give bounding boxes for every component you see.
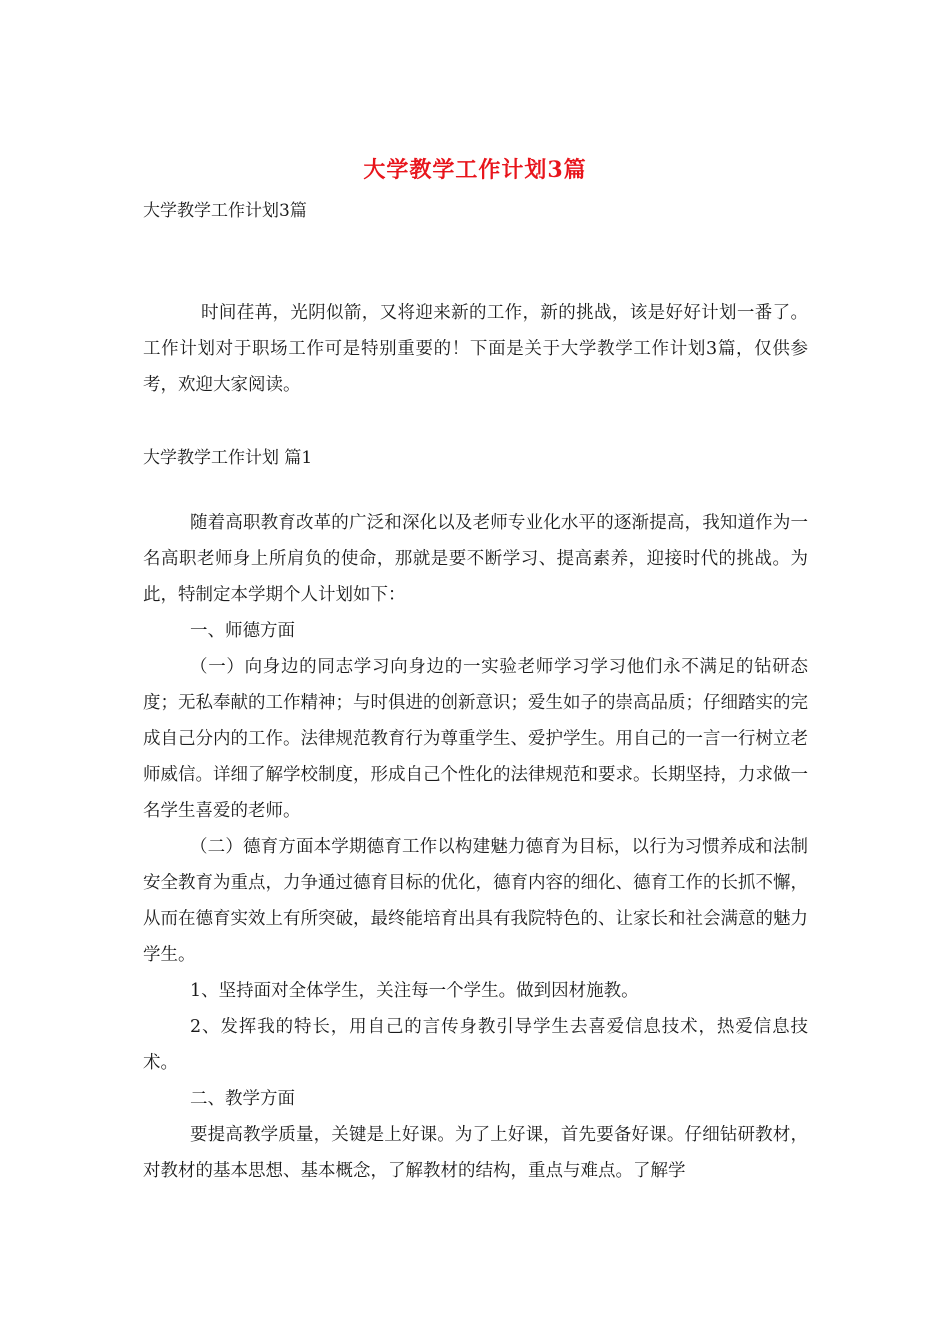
paragraph-intro: 随着高职教育改革的广泛和深化以及老师专业化水平的逐渐提高，我知道作为一名高职老师身上所肩负的使命，那就是要不断学习、提高素养，迎接时代的挑战。为此，特制定本学期个人计划如下： bbox=[143, 513, 808, 605]
paragraph-ethics-1: （一）向身边的同志学习向身边的一实验老师学习学习他们永不满足的钻研态度；无私奉献的工作精神；与时俱进的创新意识；爱生如子的崇高品质；仔细踏实的完成自己分内的工作。法律规范教育行为尊重学生、爱护学生。用自己的一言一行树立老师威信。详细了解学校制度，形成自己个性化的法律规范和要求。长期坚持，力求做一名学生喜爱的老师。 bbox=[143, 657, 808, 821]
document-subtitle: 大学教学工作计划3篇 bbox=[143, 201, 307, 221]
document-title: 大学教学工作计划3篇 bbox=[363, 157, 587, 183]
heading-ethics: 一、师德方面 bbox=[190, 621, 295, 641]
list-item-2: 2、发挥我的特长，用自己的言传身教引导学生去喜爱信息技术，热爱信息技术。 bbox=[143, 1017, 808, 1073]
paragraph-ethics-2: （二）德育方面本学期德育工作以构建魅力德育为目标，以行为习惯养成和法制安全教育为重点，力争通过德育目标的优化，德育内容的细化、德育工作的长抓不懈，从而在德育实效上有所突破，最终能培育出具有我院特色的、让家长和社会满意的魅力学生。 bbox=[143, 837, 808, 965]
section-body bbox=[143, 505, 808, 1189]
list-item-1: 1、坚持面对全体学生，关注每一个学生。做到因材施教。 bbox=[190, 981, 639, 1001]
intro-paragraph bbox=[143, 295, 808, 403]
intro-text: 时间荏苒，光阴似箭，又将迎来新的工作，新的挑战，该是好好计划一番了。工作计划对于职场工作可是特别重要的！下面是关于大学教学工作计划3篇，仅供参考，欢迎大家阅读。 bbox=[143, 303, 808, 395]
heading-teaching: 二、教学方面 bbox=[190, 1089, 295, 1109]
section-heading: 大学教学工作计划 篇1 bbox=[143, 448, 313, 468]
paragraph-teaching: 要提高教学质量，关键是上好课。为了上好课，首先要备好课。仔细钻研教材，对教材的基本思想、基本概念，了解教材的结构，重点与难点。了解学 bbox=[143, 1125, 808, 1181]
